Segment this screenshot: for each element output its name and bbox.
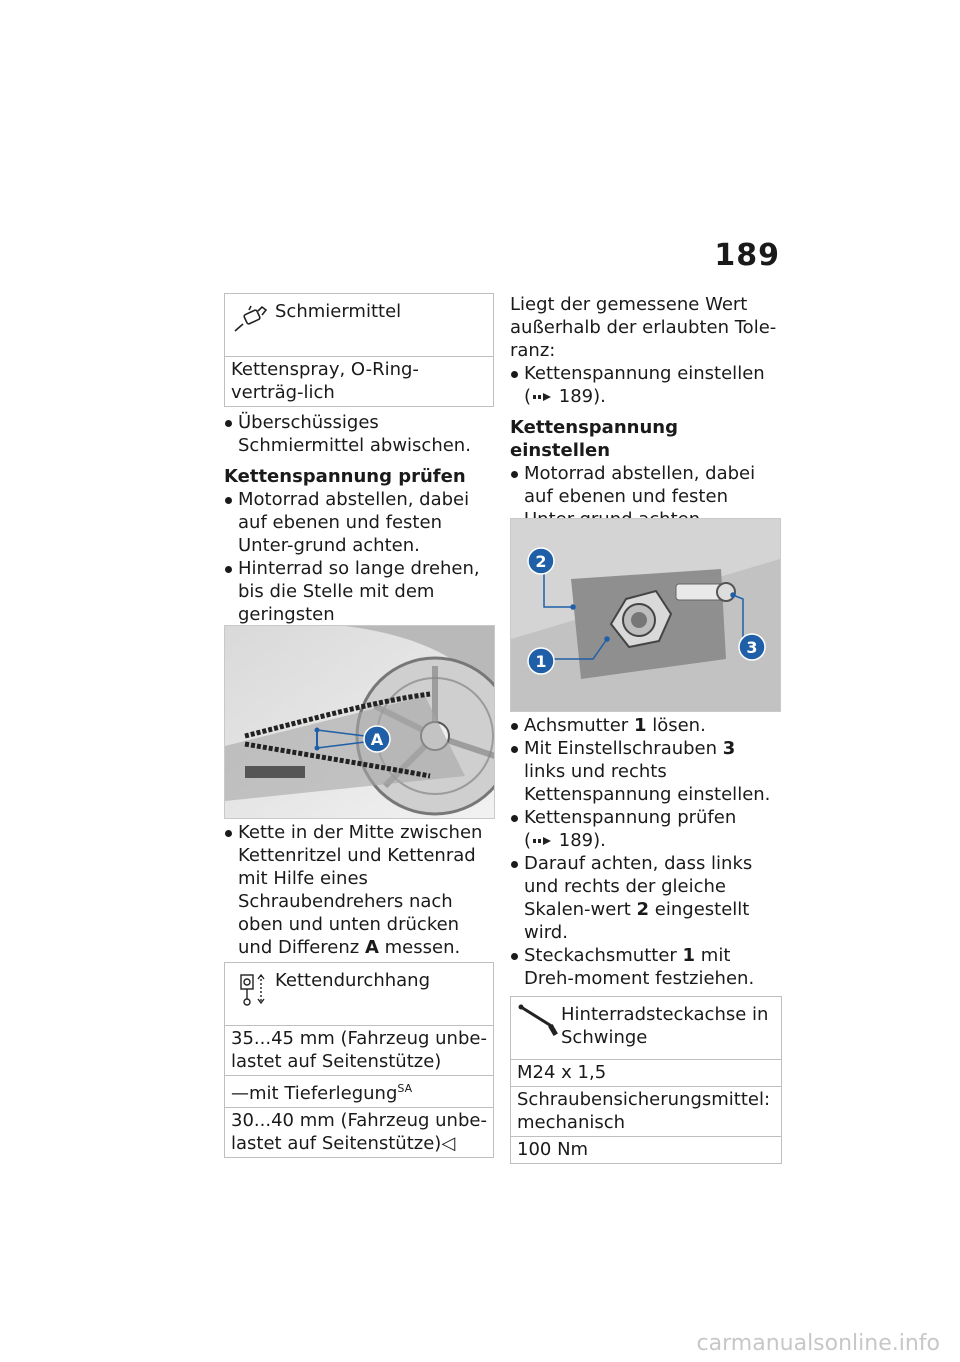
heading-check-tension: Kettenspannung prüfen <box>224 466 466 487</box>
slack-title: Kettendurchhang <box>275 970 430 991</box>
page-number: 189 <box>714 238 780 273</box>
chain-slack-box <box>224 962 494 1158</box>
list-item: Steckachsmutter 1 mit Dreh-moment festziehen. <box>510 944 782 990</box>
slack-value-standard: 35...45 mm (Fahrzeug unbe-lastet auf Seitenstütze) <box>225 1025 493 1075</box>
reference-a: A <box>364 937 379 958</box>
torque-value: 100 Nm <box>511 1136 781 1163</box>
right-column <box>510 293 782 531</box>
list-item: Mit Einstellschrauben 3 links und rechts Kettenspannung einstellen. <box>510 737 782 806</box>
left-column-lower <box>224 821 494 1158</box>
figure-label-2: 2 <box>535 552 547 571</box>
list-item: Kettenspannung prüfen ( 189). <box>510 806 782 852</box>
figure-label-a: A <box>370 730 384 749</box>
figure-label-3: 3 <box>746 638 758 657</box>
torque-box <box>510 996 782 1164</box>
oil-can-icon <box>231 298 275 338</box>
slack-lowering-label: —mit Tieferlegung$^{SA}$ <box>225 1075 493 1107</box>
page-reference-arrow-icon <box>531 835 553 847</box>
heading-adjust-tension: Kettenspannung einstellen <box>510 417 678 461</box>
lubricant-title: Schmiermittel <box>275 301 402 322</box>
list-item: Hinterrad so lange drehen, bis die Stelle mit dem geringsten <box>224 557 494 672</box>
axle-adjuster-figure <box>510 518 781 712</box>
lubricant-value: Kettenspray, O-Ring-verträg-lich <box>225 356 493 406</box>
list-item: Kette in der Mitte zwischen Kettenritzel und Kettenrad mit Hilfe eines Schraubendrehers nach oben und unten drücken und Differenz A messen. <box>224 821 494 959</box>
list-item: Motorrad abstellen, dabei auf ebenen und festen Unter-grund achten. <box>224 488 494 557</box>
slack-value-lowered: 30...40 mm (Fahrzeug unbe-lastet auf Seitenstütze)◁ <box>225 1107 493 1157</box>
right-column-lower <box>510 714 782 1164</box>
left-column <box>224 293 494 672</box>
figure-label-1: 1 <box>535 652 547 671</box>
torque-title: Hinterradsteckachse in Schwinge <box>561 1004 769 1048</box>
list-item: Überschüssiges Schmiermittel abwischen. <box>224 411 494 457</box>
torque-thread: M24 x 1,5 <box>511 1059 781 1086</box>
watermark: carmanualsonline.info <box>696 1331 940 1356</box>
list-item: Kettenspannung einstellen ( 189). <box>510 362 782 408</box>
list-item: Darauf achten, dass links und rechts der gleiche Skalen-wert 2 eingestellt wird. <box>510 852 782 944</box>
lubricant-box <box>224 293 494 407</box>
intro-text: Liegt der gemessene Wert außerhalb der erlaubten Tole-ranz: <box>510 294 777 361</box>
chain-slack-figure <box>224 625 495 819</box>
page-reference-arrow-icon <box>531 391 553 403</box>
list-item: Achsmutter 1 lösen. <box>510 714 782 737</box>
chain-slack-gauge-icon <box>231 967 275 1007</box>
torque-wrench-icon <box>517 1001 561 1041</box>
list-item: Motorrad abstellen, dabei auf ebenen und festen <box>510 462 782 531</box>
torque-locking: Schraubensicherungsmittel: mechanisch <box>511 1086 781 1136</box>
